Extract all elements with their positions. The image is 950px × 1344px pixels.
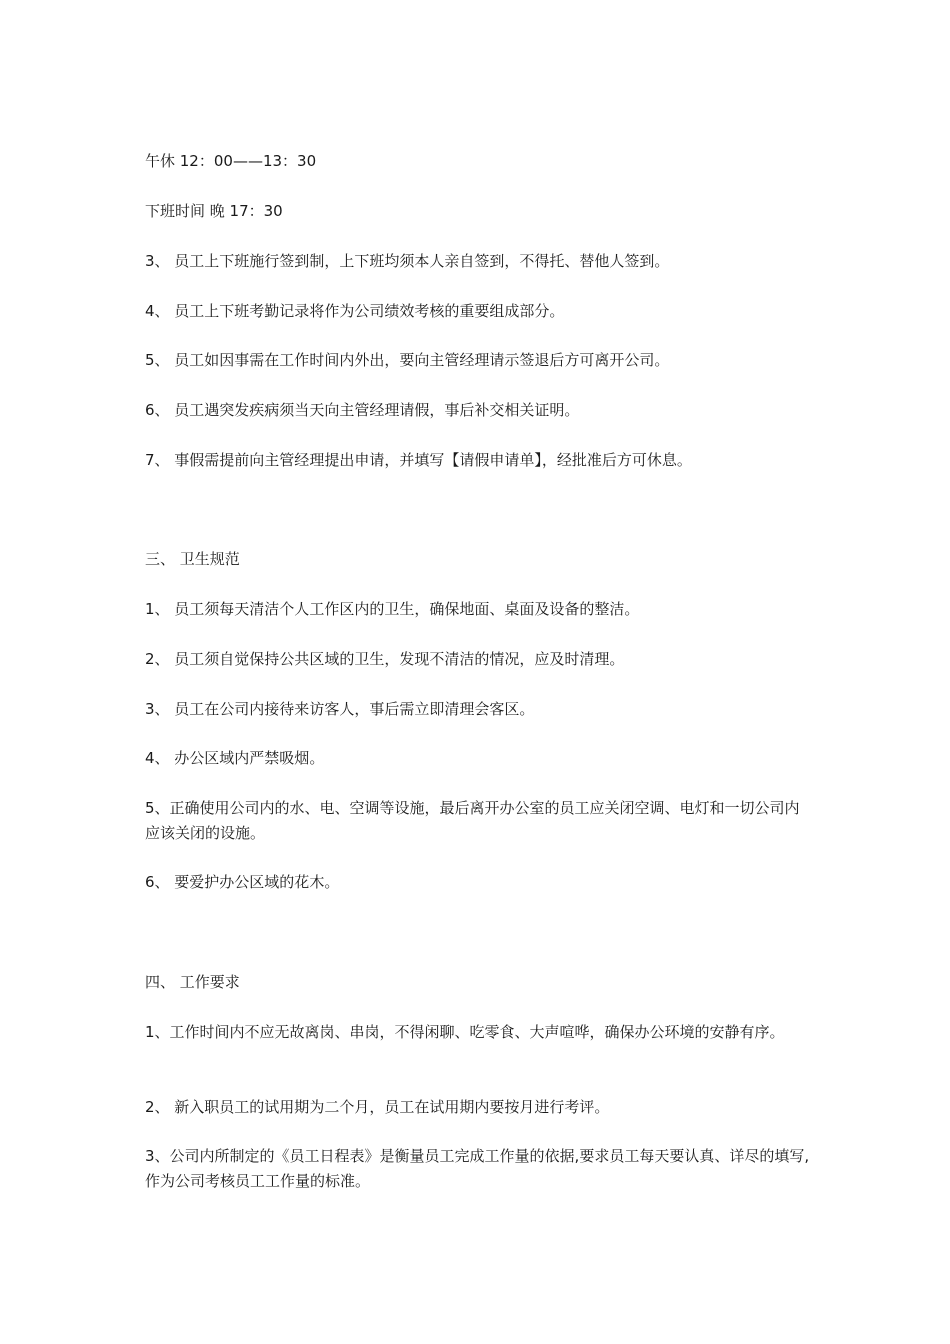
attendance-rule-7: 7、 事假需提前向主管经理提出申请，并填写【请假申请单】，经批准后方可休息。 — [145, 451, 692, 469]
attendance-rule-6: 6、 员工遇突发疾病须当天向主管经理请假，事后补交相关证明。 — [145, 401, 580, 419]
work-rule-1: 1、工作时间内不应无故离岗、串岗，不得闲聊、吃零食、大声喧哗，确保办公环境的安静有序。 — [145, 1023, 785, 1041]
attendance-rule-3: 3、 员工上下班施行签到制，上下班均须本人亲自签到，不得托、替他人签到。 — [145, 252, 670, 270]
attendance-rule-5: 5、 员工如因事需在工作时间内外出，要向主管经理请示签退后方可离开公司。 — [145, 351, 670, 369]
lunch-break-text: 午休 12：00——13：30 — [145, 152, 317, 170]
hygiene-rule-4: 4、 办公区域内严禁吸烟。 — [145, 749, 325, 767]
hygiene-rule-5: 5、正确使用公司内的水、电、空调等设施，最后离开办公室的员工应关闭空调、电灯和一切公司内应该关闭的设施。 — [145, 799, 800, 842]
section-heading-hygiene: 三、 卫生规范 — [145, 550, 240, 568]
work-rule-3: 3、公司内所制定的《员工日程表》是衡量员工完成工作量的依据,要求员工每天要认真、详尽的填写,作为公司考核员工工作量的标准。 — [145, 1147, 810, 1190]
off-work-time-text: 下班时间 晚 17：30 — [145, 202, 283, 220]
hygiene-rule-2: 2、 员工须自觉保持公共区域的卫生，发现不清洁的情况，应及时清理。 — [145, 650, 625, 668]
hygiene-rule-1: 1、 员工须每天清洁个人工作区内的卫生，确保地面、桌面及设备的整洁。 — [145, 600, 640, 618]
hygiene-rule-6: 6、 要爱护办公区域的花木。 — [145, 873, 340, 891]
hygiene-rule-3: 3、 员工在公司内接待来访客人，事后需立即清理会客区。 — [145, 700, 535, 718]
attendance-rule-4: 4、 员工上下班考勤记录将作为公司绩效考核的重要组成部分。 — [145, 302, 565, 320]
work-rule-2: 2、 新入职员工的试用期为二个月，员工在试用期内要按月进行考评。 — [145, 1098, 610, 1116]
section-heading-work-requirements: 四、 工作要求 — [145, 973, 240, 991]
